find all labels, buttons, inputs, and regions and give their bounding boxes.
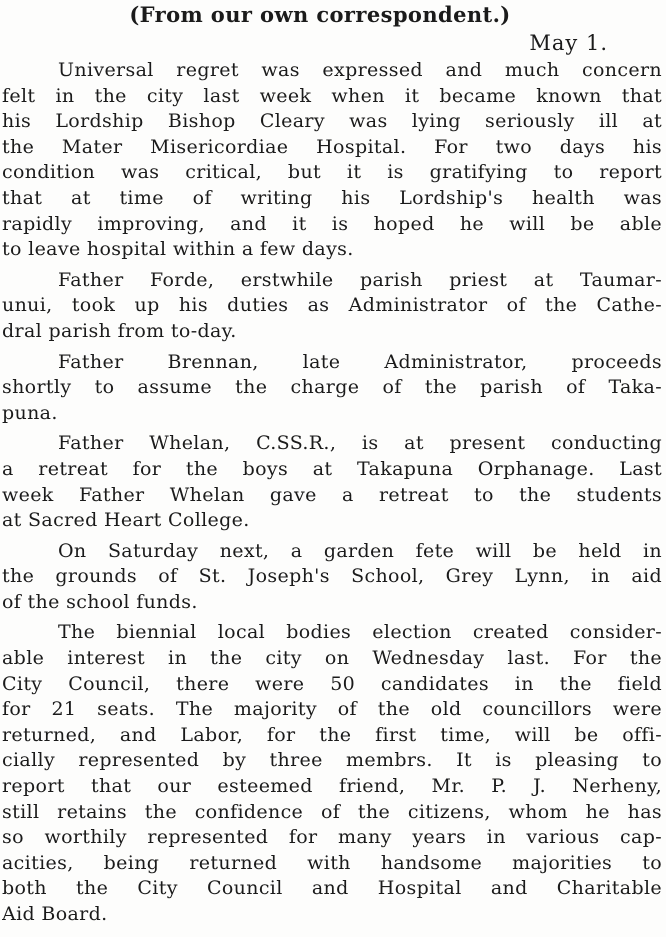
paragraph-line: On Saturday next, a garden fete will be held in [58,539,662,562]
article-paragraph [2,431,662,533]
paragraph-line: Aid Board. [2,903,108,925]
paragraph-line: report that our esteemed friend, Mr. P. J. Nerheny, [2,775,662,798]
paragraph-line: unui, took up his duties as Administrator of the Cathe- [2,294,662,317]
paragraph-line: dral parish from to-day. [2,319,237,342]
article-dateline: May 1. [529,31,608,55]
paragraph-line: a retreat for the boys at Takapuna Orphanage. Last [2,457,662,480]
article-paragraph [2,268,662,345]
paragraph-line: so worthily represented for many years in various cap- [2,826,662,849]
paragraph-line: cially represented by three membrs. It is pleasing to [2,749,662,772]
paragraph-line: at Sacred Heart College. [2,509,250,532]
paragraph-line: returned, and Labor, for the first time, will be offi- [2,723,662,746]
paragraph-line: both the City Council and Hospital and Charitable [2,877,662,900]
paragraph-line: for 21 seats. The majority of the old councillors were [2,698,662,721]
paragraph-line: condition was critical, but it is gratifying to report [2,161,662,184]
paragraph-line: Father Forde, erstwhile parish priest at Taumar- [58,268,662,291]
paragraph-line: week Father Whelan gave a retreat to the students [2,483,662,506]
article-heading: (From our own correspondent.) [129,2,511,27]
paragraph-line: still retains the confidence of the citizens, whom he has [2,800,662,823]
paragraph-line: Universal regret was expressed and much concern [58,59,662,81]
paragraph-line: the grounds of St. Joseph's School, Grey Lynn, in aid [2,565,662,588]
paragraph-line: the Mater Misericordiae Hospital. For two days his [2,135,662,158]
article-paragraph [2,350,662,427]
paragraph-line: acities, being returned with handsome majorities to [2,851,662,874]
article-paragraph [2,539,662,616]
paragraph-line: of the school funds. [2,590,198,613]
paragraph-line: puna. [2,401,58,424]
paragraph-line: that at time of writing his Lordship's health was [2,186,662,209]
paragraph-line: felt in the city last week when it became known that [2,84,662,107]
article-body [2,58,662,933]
paragraph-line: Father Whelan, C.SS.R., is at present conducting [58,432,662,455]
paragraph-line: City Council, there were 50 candidates in the field [2,672,662,695]
paragraph-line: rapidly improving, and it is hoped he will be able [2,212,662,235]
paragraph-line: Father Brennan, late Administrator, proceeds [58,350,662,373]
article-paragraph [2,58,662,263]
paragraph-line: shortly to assume the charge of the parish of Taka- [2,376,662,399]
article-paragraph [2,620,662,927]
paragraph-line: his Lordship Bishop Cleary was lying seriously ill at [2,110,662,133]
paragraph-line: able interest in the city on Wednesday last. For the [2,647,662,670]
paragraph-line: to leave hospital within a few days. [2,238,354,261]
paragraph-line: The biennial local bodies election created consider- [58,621,662,644]
